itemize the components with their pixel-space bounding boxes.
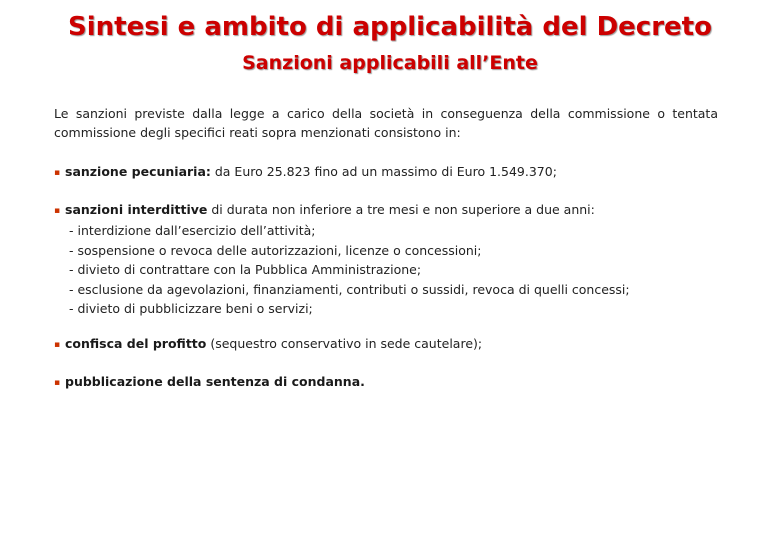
bullet-term: confisca del profitto [65,336,207,351]
bullet-term: pubblicazione della sentenza di condanna. [65,374,365,389]
bullet-sanzione-pecuniaria [54,162,734,183]
sub-list [54,221,734,319]
bullet-line [54,372,734,393]
bullet-text: di durata non inferiore a tre mesi e non superiore a due anni: [207,202,595,217]
sub-list-item: - esclusione da agevolazioni, finanziamenti, contributi o sussidi, revoca di quelli concessi; [69,281,630,297]
bullet-line [54,200,734,221]
bullet-line [54,162,734,183]
square-bullet-icon: ▪ [54,206,61,216]
bullet-confisca [54,334,734,355]
bullet-pubblicazione [54,372,734,393]
bullet-term: sanzioni interdittive [65,202,208,217]
sub-list-item: - divieto di pubblicizzare beni o servizi; [69,301,313,316]
slide-title: Sintesi e ambito di applicabilità del Decreto [68,12,712,42]
square-bullet-icon: ▪ [54,340,61,350]
sub-list-item: - interdizione dall’esercizio dell’attività; [69,223,316,238]
sub-list-item: - sospensione o revoca delle autorizzazioni, licenze o concessioni; [69,242,482,258]
bullet-text: da Euro 25.823 fino ad un massimo di Euro 1.549.370; [210,164,557,179]
bullet-text: (sequestro conservativo in sede cautelare); [206,336,483,351]
slide-subtitle: Sanzioni applicabili all’Ente [242,52,538,74]
bullet-term: sanzione pecuniaria: [65,164,211,179]
square-bullet-icon: ▪ [54,378,61,388]
square-bullet-icon: ▪ [54,168,61,178]
bullet-line [54,334,734,355]
sub-list-item: - divieto di contrattare con la Pubblica Amministrazione; [69,262,422,277]
bullet-sanzioni-interdittive [54,200,734,319]
intro-paragraph: Le sanzioni previste dalla legge a carico della società in conseguenza della commissione o tentata commissione degli specifici reati sopra menzionati consistono in: [54,106,718,140]
